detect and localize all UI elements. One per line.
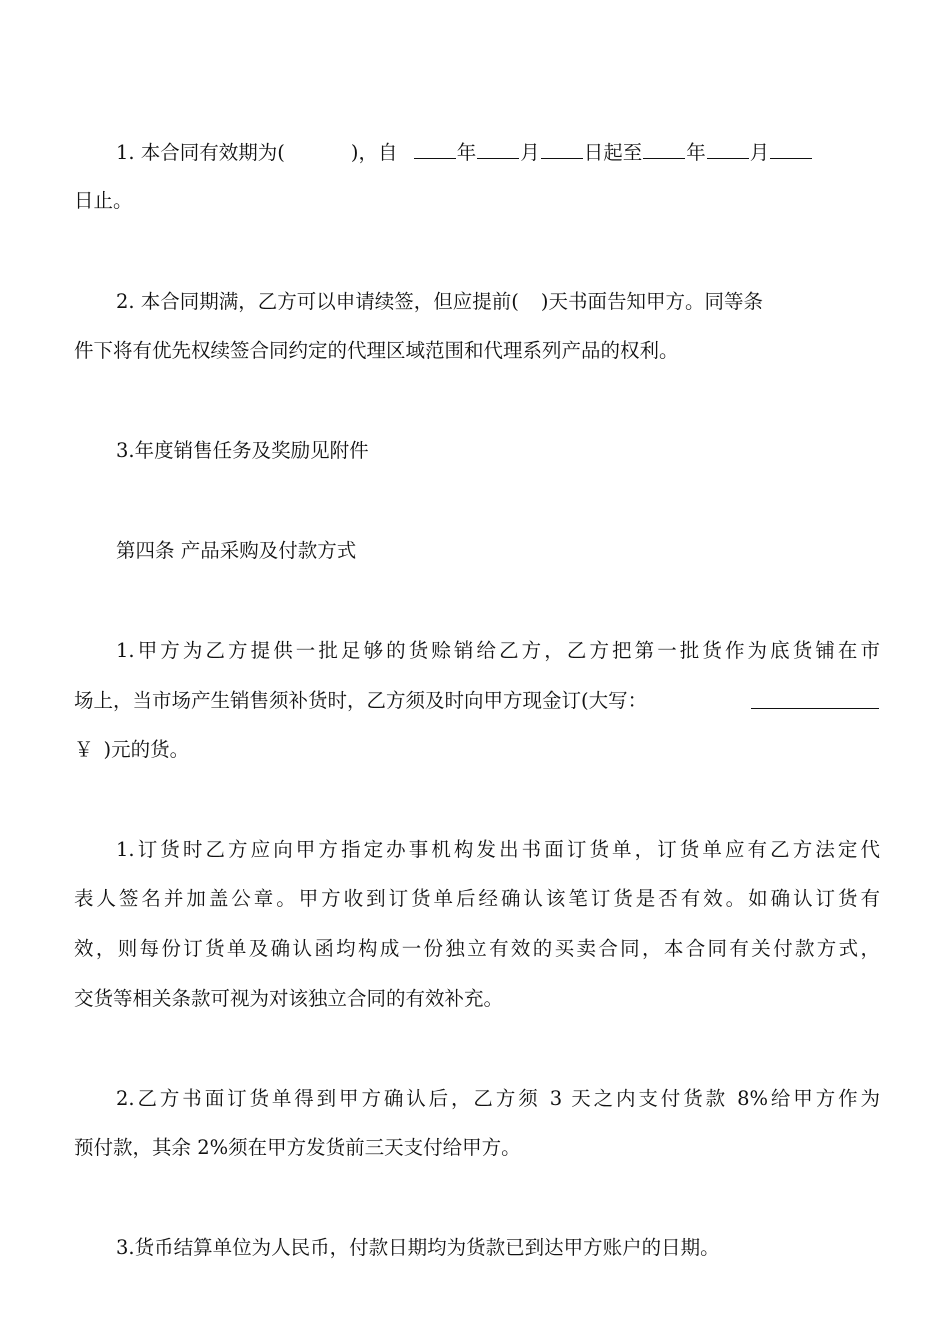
article-4-item-1-line-3: [74, 736, 880, 764]
article-4-item-3: 3.货币结算单位为人民币，付款日期均为货款已到达甲方账户的日期。: [116, 1236, 720, 1259]
clause-1-text-a: 1. 本合同有效期为(: [116, 141, 285, 164]
clause-1-line-1: [116, 139, 880, 167]
article-4-item-1b-line-3: 效，则每份订货单及确认函均构成一份独立有效的买卖合同，本合同有关付款方式，: [74, 937, 880, 960]
month-blank-1: [477, 140, 519, 159]
article-4-item-1b-line-2: 表人签名并加盖公章。甲方收到订货单后经确认该笔订货是否有效。如确认订货有: [74, 887, 880, 910]
article-4-title: 第四条 产品采购及付款方式: [116, 539, 357, 562]
clause-2-line-1: [116, 288, 880, 316]
month-blank-2: [707, 140, 749, 159]
clause-3: 3.年度销售任务及奖励见附件: [116, 439, 369, 462]
article-4-item-1b-line-1: 1.订货时乙方应向甲方指定办事机构发出书面订货单，订货单应有乙方法定代: [116, 838, 880, 861]
day-blank-2: [770, 140, 812, 159]
amount-blank: [751, 690, 879, 709]
month-label-2: 月: [749, 141, 770, 164]
year-blank-1: [414, 140, 456, 159]
article-4-item-1-end: )元的货。: [103, 738, 190, 761]
clause-1-text-b: )，自: [350, 141, 398, 164]
day-start-label: 日起至: [583, 141, 643, 164]
year-label-2: 年: [686, 141, 706, 164]
yuan-sign: ￥: [74, 738, 94, 761]
article-4-item-1b-line-4: 交货等相关条款可视为对该独立合同的有效补充。: [74, 987, 504, 1010]
day-blank-1: [541, 140, 583, 159]
clause-2-text-b: )天书面告知甲方。同等条: [540, 290, 764, 313]
year-blank-2: [643, 140, 685, 159]
article-4-item-1-line-2: [74, 687, 880, 715]
year-label-1: 年: [456, 141, 477, 164]
clause-2-line-2: 件下将有优先权续签合同约定的代理区域范围和代理系列产品的权利。: [74, 339, 679, 362]
clause-2-text-a: 2. 本合同期满，乙方可以申请续签，但应提前(: [116, 290, 519, 313]
article-4-item-2-line-2: 预付款，其余 2%须在甲方发货前三天支付给甲方。: [74, 1136, 521, 1159]
article-4-item-1-text: 场上，当市场产生销售须补货时，乙方须及时向甲方现金订(大写：: [74, 689, 648, 712]
month-label-1: 月: [520, 141, 540, 164]
article-4-item-1-line-1: 1.甲方为乙方提供一批足够的货赊销给乙方，乙方把第一批货作为底货铺在市: [116, 639, 880, 662]
clause-1-line-2: 日止。: [74, 189, 133, 212]
article-4-item-2-line-1: 2.乙方书面订货单得到甲方确认后，乙方须 3 天之内支付货款 8%给甲方作为: [116, 1087, 880, 1110]
